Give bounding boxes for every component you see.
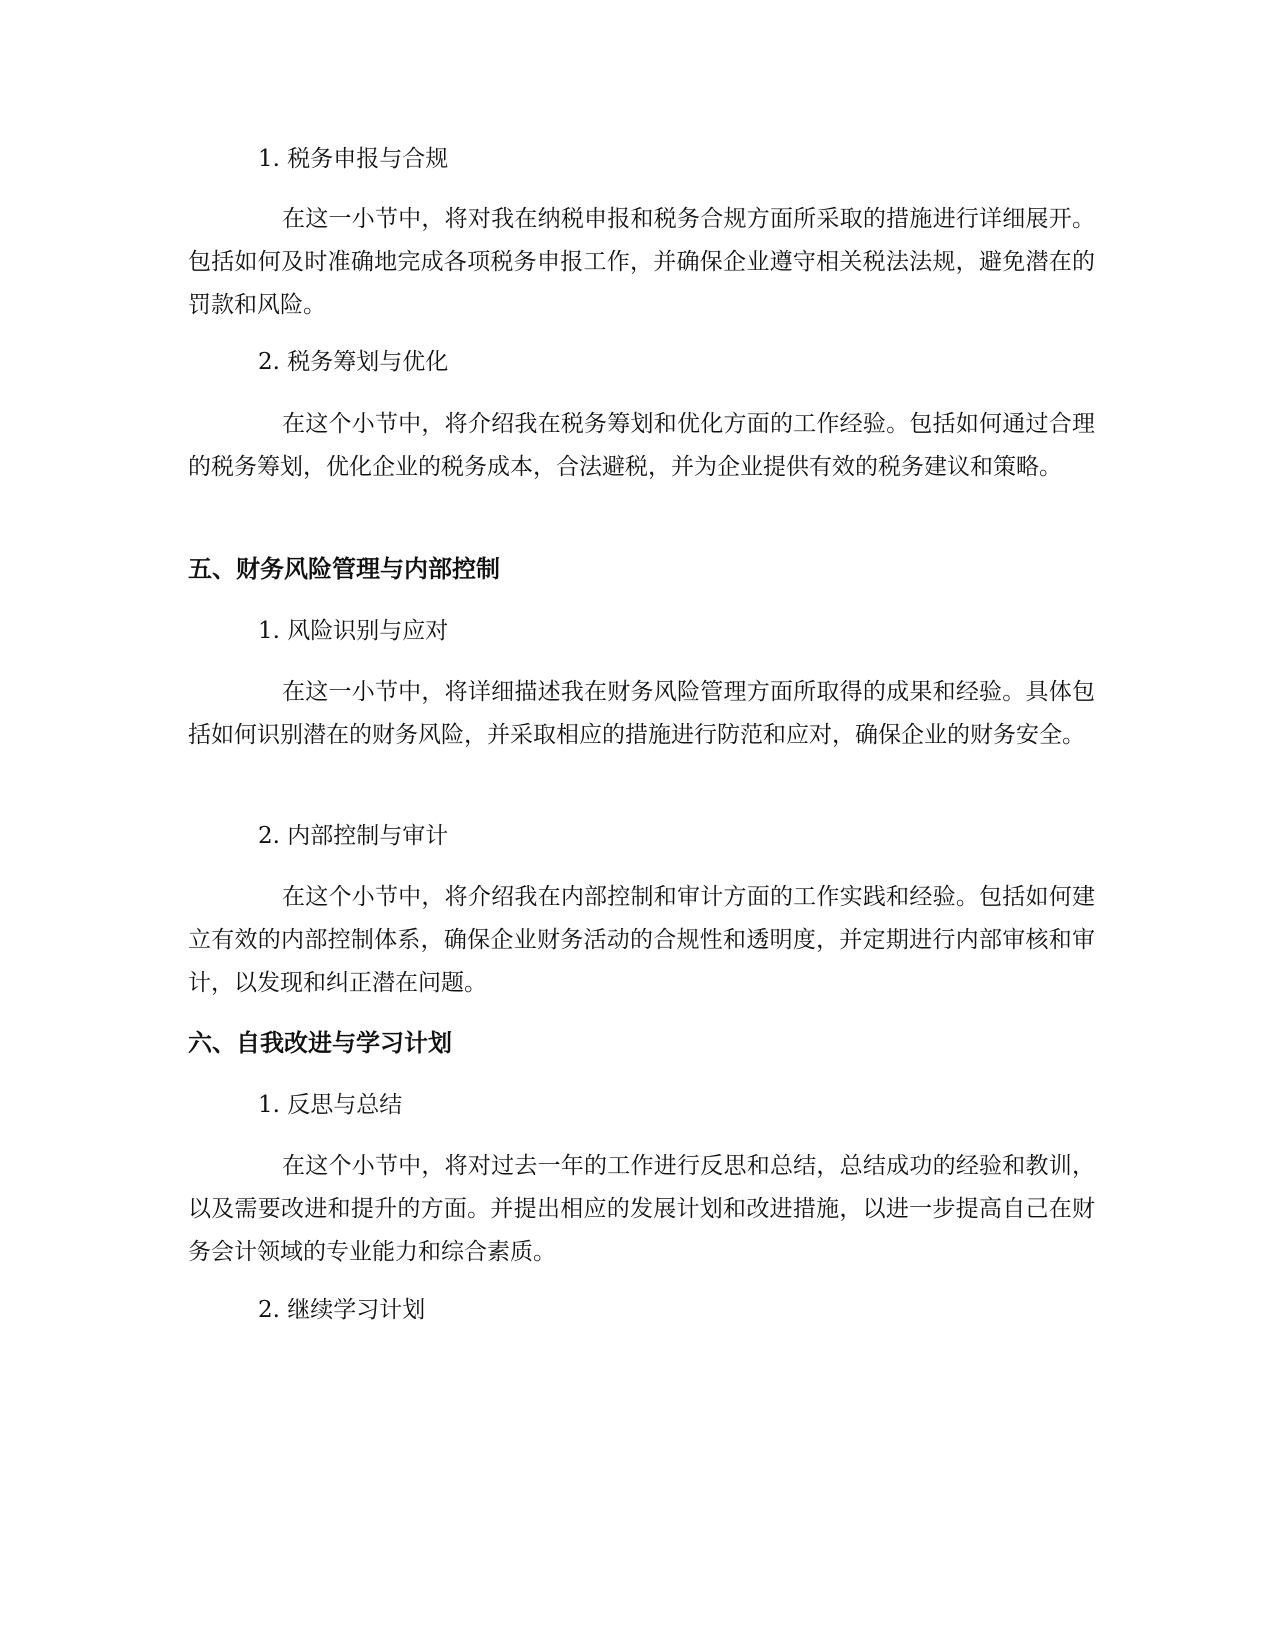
- paragraph-risk-identification: 在这一小节中，将详细描述我在财务风险管理方面所取得的成果和经验。具体包括如何识别潜在的财务风险，并采取相应的措施进行防范和应对，确保企业的财务安全。: [188, 679, 1095, 748]
- paragraph-tax-filing: 在这一小节中，将对我在纳税申报和税务合规方面所采取的措施进行详细展开。包括如何及时准确地完成各项税务申报工作，并确保企业遵守相关税法法规，避免潜在的罚款和风险。: [188, 206, 1095, 318]
- paragraph-reflection: 在这个小节中，将对过去一年的工作进行反思和总结，总结成功的经验和教训，以及需要改进和提升的方面。并提出相应的发展计划和改进措施，以进一步提高自己在财务会计领域的专业能力和综合素质。: [188, 1153, 1095, 1265]
- subsection-title-learning-plan: 2. 继续学习计划: [258, 1297, 426, 1323]
- subsection-title-risk-identification: 1. 风险识别与应对: [258, 618, 449, 644]
- paragraph-tax-planning: 在这个小节中，将介绍我在税务筹划和优化方面的工作经验。包括如何通过合理的税务筹划，优化企业的税务成本，合法避税，并为企业提供有效的税务建议和策略。: [188, 411, 1095, 480]
- subsection-title-tax-planning: 2. 税务筹划与优化: [258, 349, 449, 375]
- subsection-title-reflection: 1. 反思与总结: [258, 1092, 403, 1118]
- subsection-title-internal-audit: 2. 内部控制与审计: [258, 823, 449, 849]
- section-heading-risk-control: 五、财务风险管理与内部控制: [188, 555, 500, 583]
- subsection-title-tax-filing: 1. 税务申报与合规: [258, 146, 449, 172]
- paragraph-internal-audit: 在这个小节中，将介绍我在内部控制和审计方面的工作实践和经验。包括如何建立有效的内部控制体系，确保企业财务活动的合规性和透明度，并定期进行内部审核和审计，以发现和纠正潜在问题。: [188, 884, 1095, 996]
- section-heading-self-improvement: 六、自我改进与学习计划: [188, 1029, 452, 1057]
